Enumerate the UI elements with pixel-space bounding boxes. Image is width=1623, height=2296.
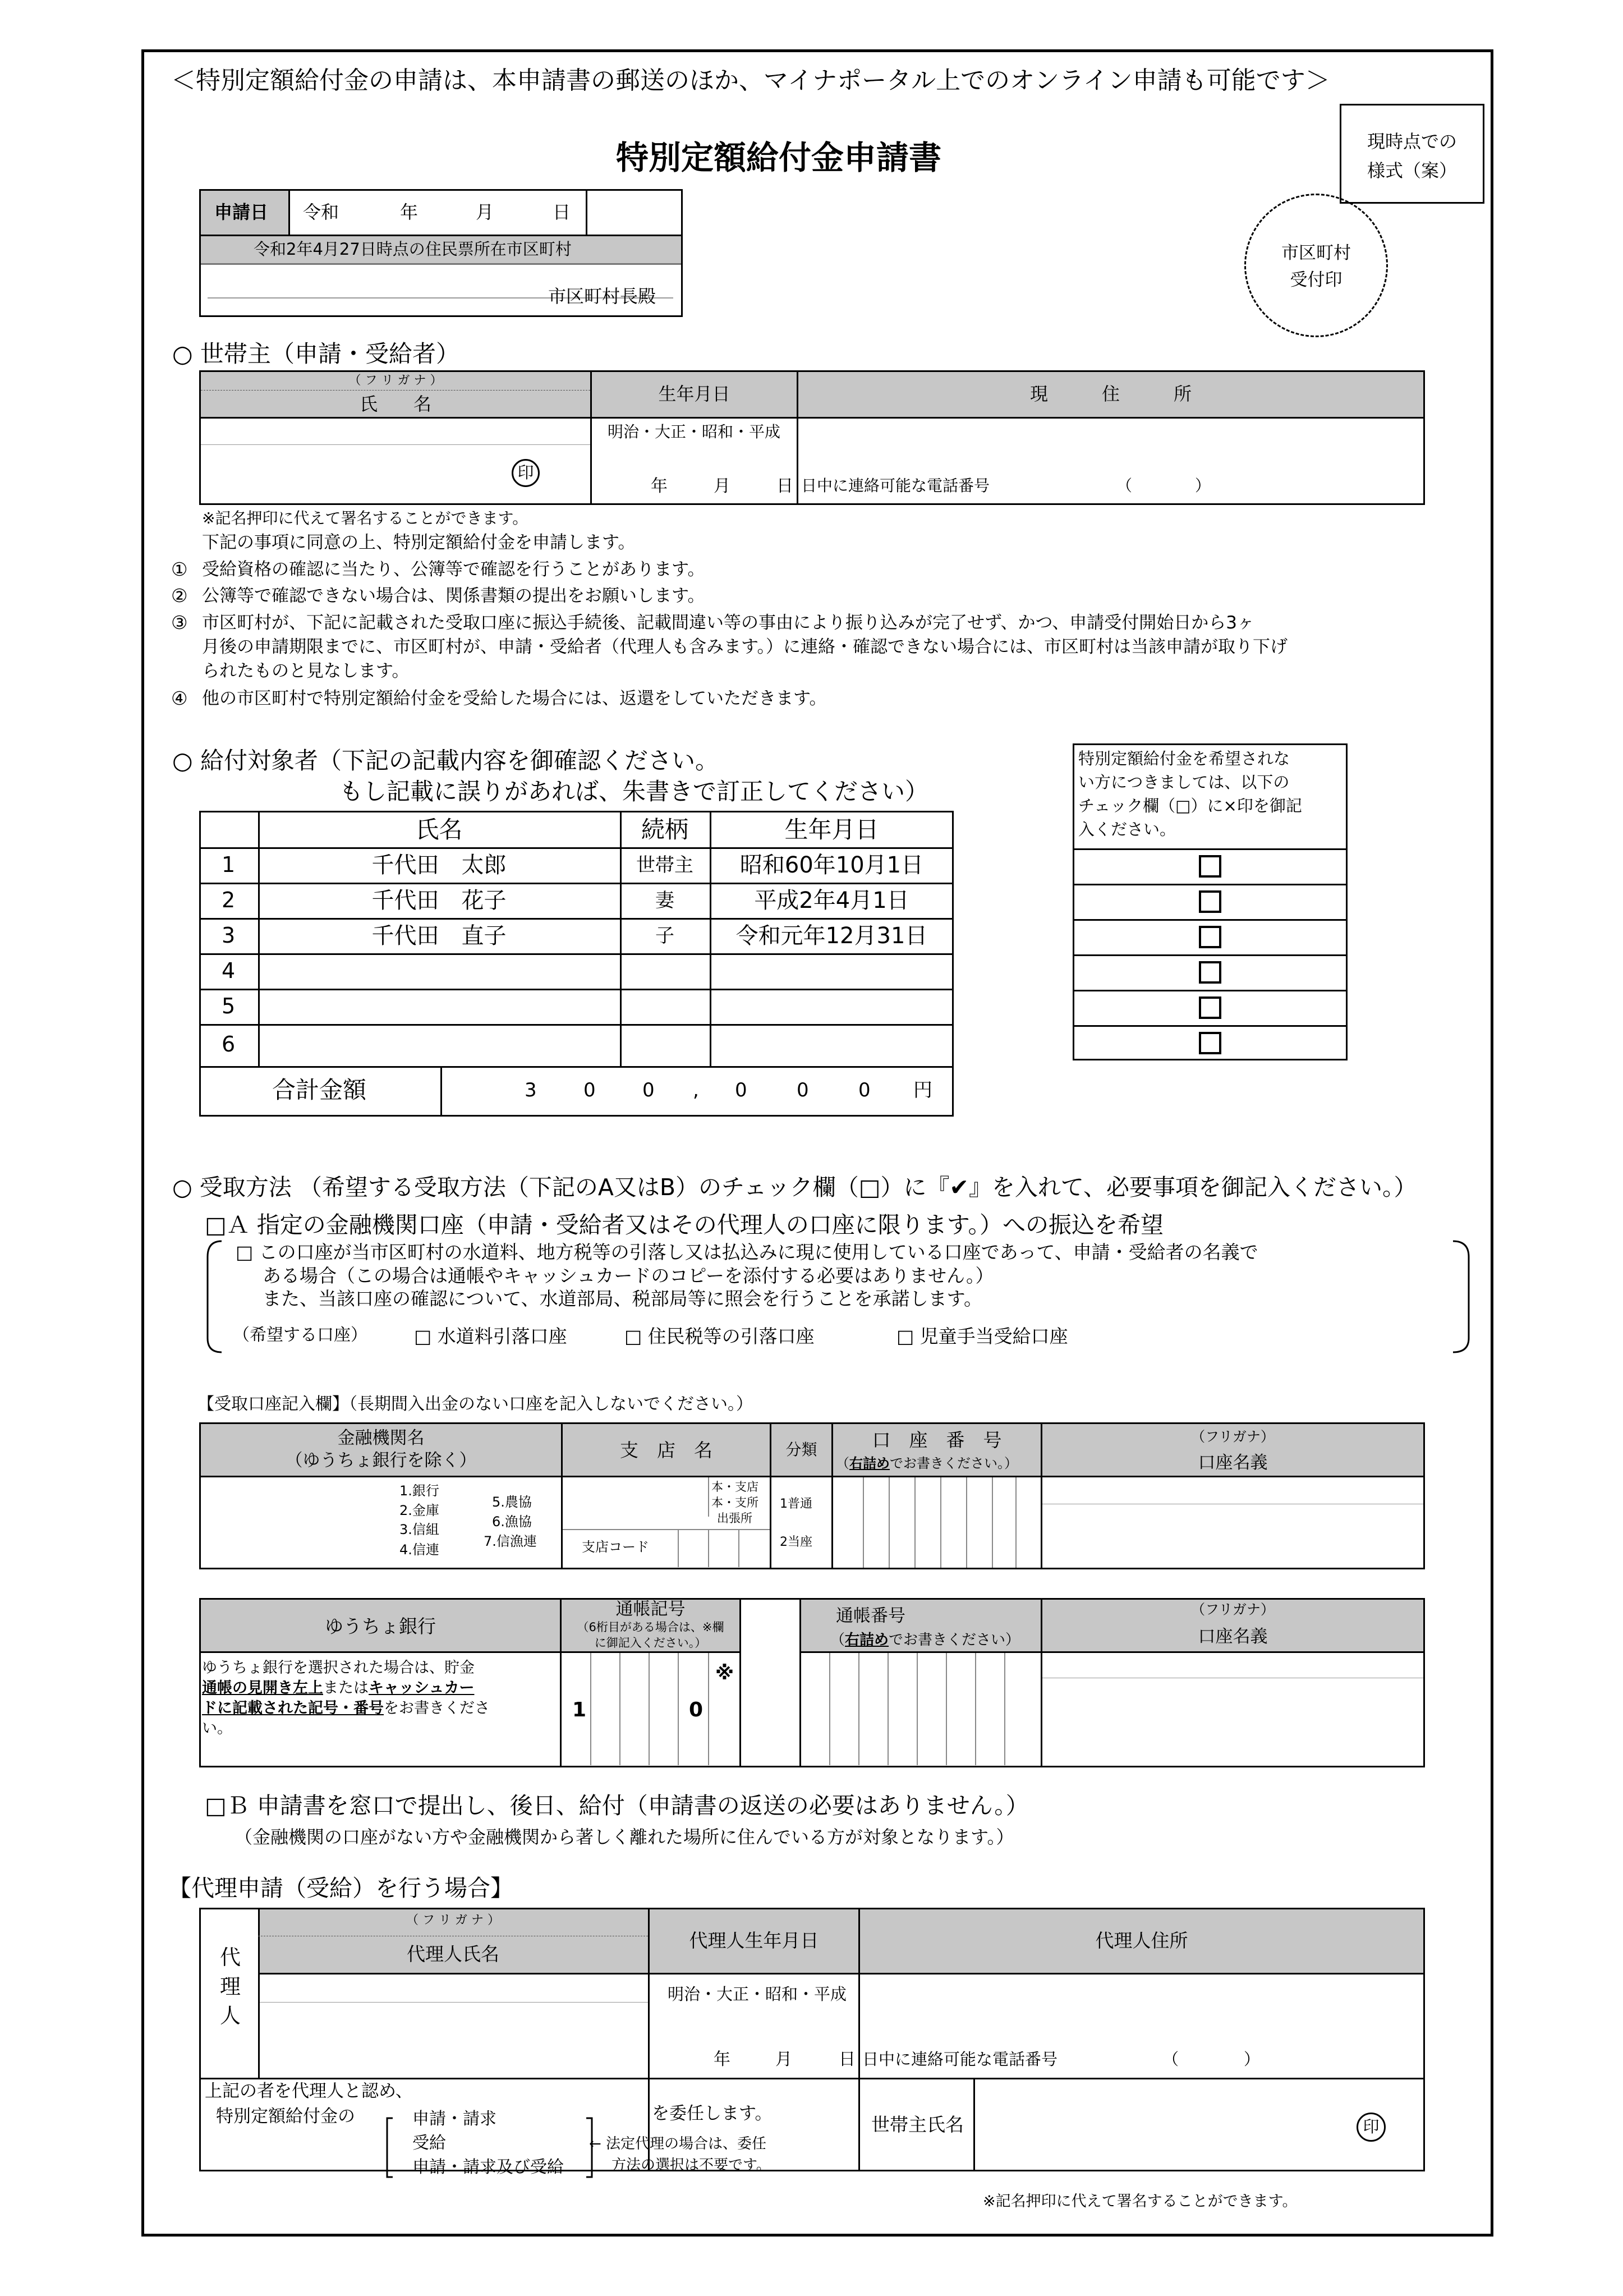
total-label: 合計金額	[272, 1076, 367, 1104]
passbook-number-field[interactable]	[801, 1654, 1040, 1764]
municipality-caption: 令和2年4月27日時点の住民票所在市区町村	[254, 240, 572, 259]
account-number-field[interactable]	[834, 1478, 1040, 1567]
receipt-heading: ○ 受取方法 （希望する受取方法（下記のA又はB）のチェック欄（□）に『✔』を入れて、必要事項を御記入ください。）	[172, 1174, 1417, 1201]
yucho-holder-field[interactable]	[1045, 1680, 1422, 1764]
option-b[interactable]: □Ｂ 申請書を窓口で提出し、後日、給付（申請書の返送の必要はありません。）	[205, 1792, 1029, 1819]
passbook-symbol-field[interactable]	[562, 1654, 738, 1764]
proxy-name-field[interactable]	[261, 2006, 645, 2074]
householder-heading: ○ 世帯主（申請・受給者）	[172, 340, 459, 368]
yucho-furigana-field[interactable]	[1045, 1654, 1422, 1677]
draft-box: 現時点での 様式（案）	[1340, 104, 1484, 204]
delegate-both[interactable]: 申請・請求及び受給	[412, 2157, 564, 2177]
proxy-furigana-field[interactable]	[261, 1976, 645, 2000]
bank-name-field[interactable]	[205, 1479, 390, 1563]
option-a[interactable]: □Ａ 指定の金融機関口座（申請・受給者又はその代理人の口座に限ります。）への振込を希望	[205, 1211, 1164, 1238]
beneficiaries-heading: ○ 給付対象者（下記の記載内容を御確認ください。	[172, 747, 719, 774]
date-label: 申請日	[214, 201, 269, 223]
proxy-address-field[interactable]	[864, 1978, 1419, 2042]
proxy-seal-mark: 印	[1357, 2113, 1386, 2142]
householder-phone-field[interactable]: （ ）	[1116, 476, 1211, 495]
branch-code-field[interactable]	[680, 1531, 769, 1565]
page-title: 特別定額給付金申請書	[616, 139, 942, 177]
water-account-option[interactable]: □ 水道料引落口座	[414, 1325, 567, 1347]
proxy-phone-field[interactable]: （ ）	[1162, 2050, 1261, 2069]
seal-mark: 印	[512, 459, 540, 487]
online-notice: ＜特別定額給付金の申請は、本申請書の郵送のほか、マイナポータル上でのオンライン申請も可能です＞	[171, 66, 1330, 95]
proxy-heading: 【代理申請（受給）を行う場合】	[168, 1875, 513, 1902]
holder-name-field[interactable]	[1045, 1506, 1422, 1565]
child-allowance-option[interactable]: □ 児童手当受給口座	[896, 1325, 1068, 1347]
holder-furigana-field[interactable]	[1045, 1479, 1422, 1501]
householder-signature-field[interactable]	[979, 2083, 1338, 2167]
delegate-receive[interactable]: 受給	[412, 2133, 446, 2153]
tax-account-option[interactable]: □ 住民税等の引落口座	[624, 1325, 815, 1347]
a-subcheck[interactable]: □ この口座が当市区町村の水道料、地方税等の引落し又は払込みに現に使用している口座であって、申請・受給者の名義で	[236, 1241, 1258, 1263]
branch-name-field[interactable]	[567, 1481, 704, 1526]
stamp-circle: 市区町村 受付印	[1244, 194, 1388, 337]
yucho-instructions: ゆうちょ銀行を選択された場合は、貯金 通帳の見開き左上またはキャッシュカー ドに記載された記号・番号をお書きくださ い。	[202, 1659, 490, 1737]
addressee: 市区町村長殿	[548, 286, 656, 307]
delegate-apply[interactable]: 申請・請求	[412, 2109, 496, 2129]
